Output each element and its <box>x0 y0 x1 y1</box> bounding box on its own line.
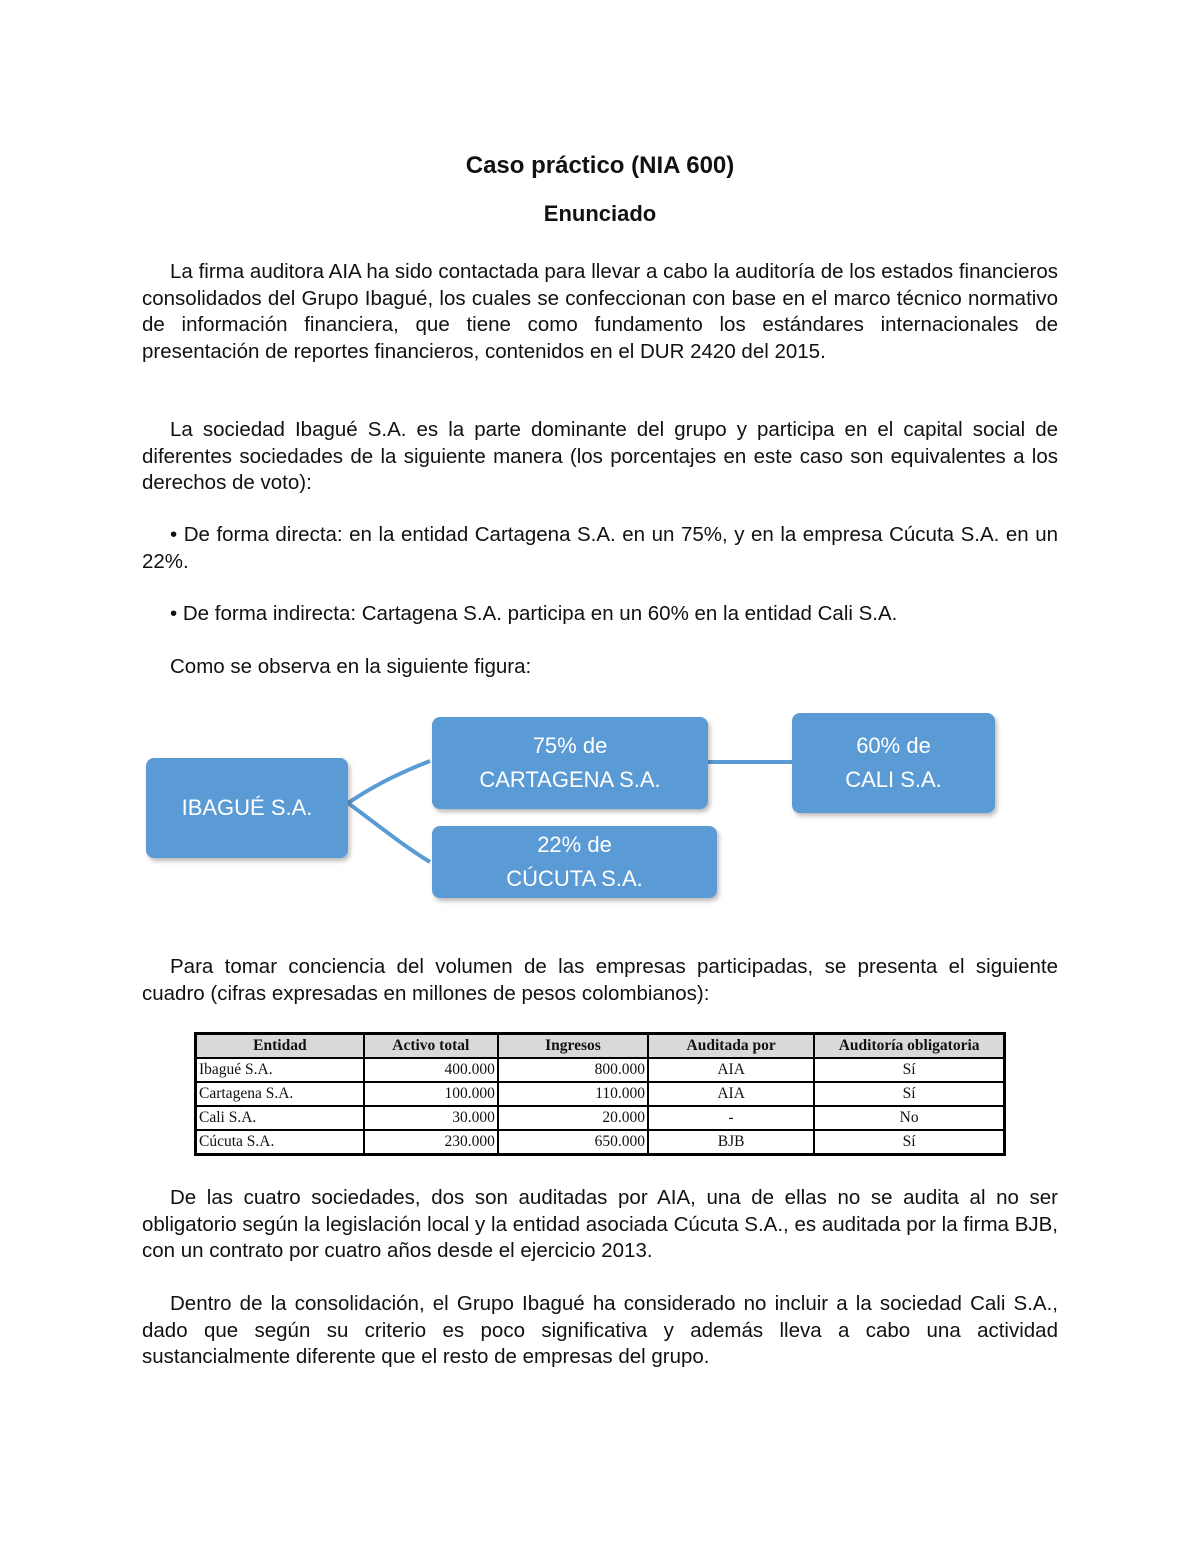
table-row <box>196 1082 1005 1106</box>
paragraph-audit-summary: De las cuatro sociedades, dos son auditadas por AIA, una de ellas no se audita al no ser obligatorio según la legislación local y la entidad asociada Cúcuta S.A., es auditada por la firma BJB, con un contrato por cuatro años desde el ejercicio 2013. <box>142 1186 1058 1262</box>
cell-activo-total: 30.000 <box>364 1106 498 1130</box>
paragraph-intro: La firma auditora AIA ha sido contactada para llevar a cabo la auditoría de los estados financieros consolidados del Grupo Ibagué, los cuales se confeccionan con base en el marco técnico normativo de información financiera, que tiene como fundamento los estándares internacionales de presentación de reportes financieros, contenidos en el DUR 2420 del 2015. <box>142 260 1058 363</box>
cell-entidad: Cali S.A. <box>196 1106 364 1130</box>
paragraph-table-intro: Para tomar conciencia del volumen de las empresas participadas, se presenta el siguiente cuadro (cifras expresadas en millones de pesos colombianos): <box>142 955 1058 1005</box>
cell-auditada-por: - <box>648 1106 814 1130</box>
cell-auditoria-obligatoria: Sí <box>814 1058 1004 1082</box>
table-row <box>196 1106 1005 1130</box>
table-row <box>196 1058 1005 1082</box>
cell-activo-total: 400.000 <box>364 1058 498 1082</box>
document-subtitle: Enunciado <box>543 201 657 226</box>
cell-entidad: Cartagena S.A. <box>196 1082 364 1106</box>
document-title: Caso práctico (NIA 600) <box>465 152 735 179</box>
box-cucuta <box>432 826 717 898</box>
connector-ibague-cucuta <box>348 803 430 862</box>
box-ibague <box>146 758 348 858</box>
paragraph-dominant-company: La sociedad Ibagué S.A. es la parte dominante del grupo y participa en el capital social de diferentes sociedades de la siguiente manera (los porcentajes en este caso son equivalentes a los derechos de voto): <box>142 418 1058 494</box>
cell-ingresos: 110.000 <box>498 1082 648 1106</box>
col-header-auditada-por: Auditada por <box>648 1034 814 1059</box>
box-cucuta-percent: 22% de <box>537 832 612 857</box>
cell-auditoria-obligatoria: No <box>814 1106 1004 1130</box>
cell-activo-total: 100.000 <box>364 1082 498 1106</box>
cell-auditada-por: BJB <box>648 1130 814 1155</box>
ownership-diagram <box>0 700 1200 920</box>
cell-ingresos: 800.000 <box>498 1058 648 1082</box>
box-ibague-label: IBAGUÉ S.A. <box>181 795 313 820</box>
col-header-auditoria-obligatoria: Auditoría obligatoria <box>814 1034 1004 1059</box>
box-cali-percent: 60% de <box>856 733 931 758</box>
cell-auditoria-obligatoria: Sí <box>814 1130 1004 1155</box>
companies-table <box>194 1032 1006 1156</box>
box-cartagena-name: CARTAGENA S.A. <box>479 767 661 792</box>
box-cucuta-name: CÚCUTA S.A. <box>506 866 643 891</box>
cell-auditada-por: AIA <box>648 1082 814 1106</box>
connector-ibague-cartagena <box>348 761 430 803</box>
cell-entidad: Ibagué S.A. <box>196 1058 364 1082</box>
cell-entidad: Cúcuta S.A. <box>196 1130 364 1155</box>
box-cartagena <box>432 717 708 809</box>
bullet-direct-participation: • De forma directa: en la entidad Cartagena S.A. en un 75%, y en la empresa Cúcuta S.A. en un 22%. <box>142 523 1058 573</box>
box-cali-name: CALI S.A. <box>845 767 942 792</box>
table-row <box>196 1130 1005 1155</box>
cell-ingresos: 20.000 <box>498 1106 648 1130</box>
cell-auditoria-obligatoria: Sí <box>814 1082 1004 1106</box>
cell-ingresos: 650.000 <box>498 1130 648 1155</box>
box-cartagena-percent: 75% de <box>532 733 608 758</box>
paragraph-figure-intro: Como se observa en la siguiente figura: <box>170 655 532 678</box>
col-header-activo-total: Activo total <box>364 1034 498 1059</box>
bullet-indirect-participation: • De forma indirecta: Cartagena S.A. participa en un 60% en la entidad Cali S.A. <box>170 602 898 625</box>
col-header-entidad: Entidad <box>196 1034 364 1059</box>
cell-activo-total: 230.000 <box>364 1130 498 1155</box>
paragraph-consolidation: Dentro de la consolidación, el Grupo Ibagué ha considerado no incluir a la sociedad Cali S.A., dado que según su criterio es poco significativa y además lleva a cabo una actividad sustancialmente diferente que el resto de empresas del grupo. <box>142 1292 1058 1368</box>
box-cali <box>792 713 995 813</box>
table-header-row <box>196 1034 1005 1059</box>
cell-auditada-por: AIA <box>648 1058 814 1082</box>
col-header-ingresos: Ingresos <box>498 1034 648 1059</box>
